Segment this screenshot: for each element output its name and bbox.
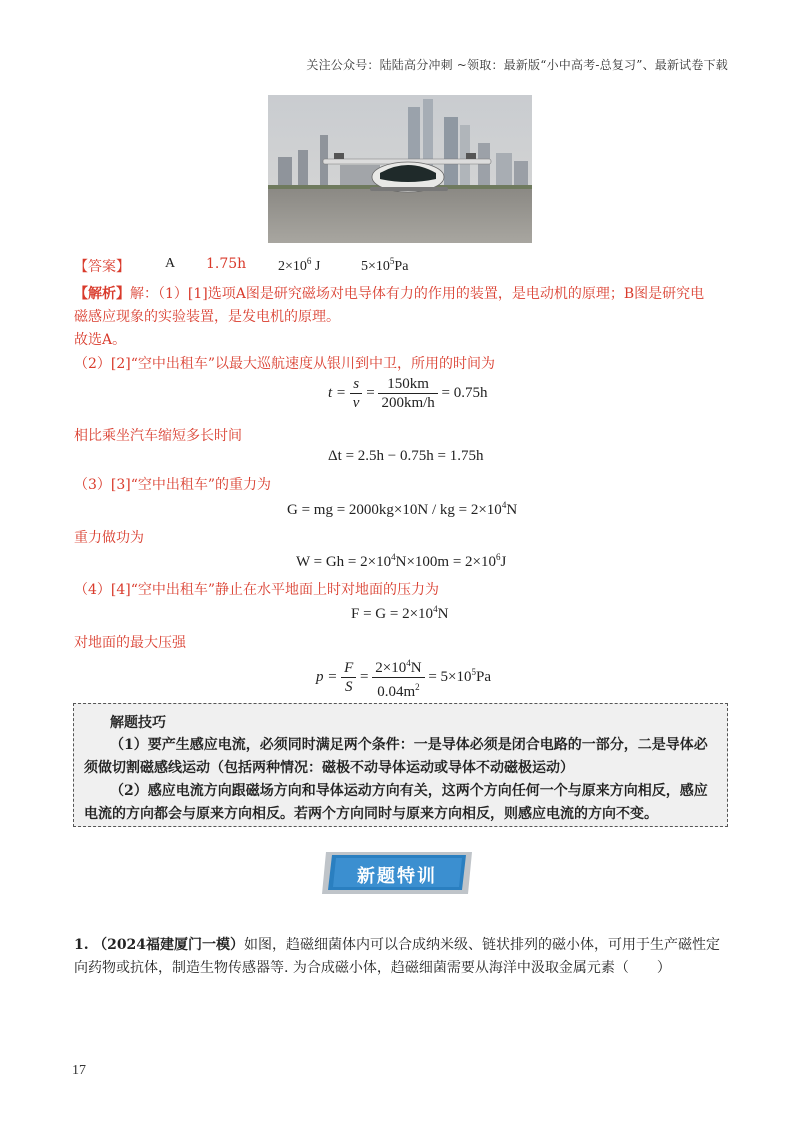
- flying-taxi-photo: [268, 95, 532, 243]
- section-banner: [322, 850, 472, 896]
- analysis-line-7: 重力做功为: [74, 530, 144, 546]
- page-header: 关注公众号：陆陆高分冲刺 ~领取：最新版“小中高考-总复习”、最新试卷下载: [306, 58, 728, 72]
- analysis-line-9: 对地面的最大压强: [74, 635, 186, 651]
- analysis-line-8: （4）[4]“空中出租车”静止在水平地面上时对地面的压力为: [74, 582, 440, 598]
- tips-box: [73, 703, 728, 827]
- answer-2: 1.75h: [206, 256, 247, 272]
- analysis-line-3: 故选A。: [74, 332, 127, 348]
- tips-line-2: 须做切割磁感线运动（包括两种情况：磁极不动导体运动或导体不动磁极运动）: [84, 760, 574, 776]
- tips-title: 解题技巧: [110, 715, 166, 731]
- answer-3: $2\times 10^6$ J: [278, 256, 321, 274]
- tips-line-4: 电流的方向都会与原来方向相反。若两个方向同时与原来方向相反，则感应电流的方向不变。: [84, 806, 658, 822]
- analysis-line-4: （2）[2]“空中出租车”以最大巡航速度从银川到中卫，所用的时间为: [74, 356, 496, 372]
- answer-label: 【答案】: [74, 259, 130, 275]
- analysis-label: 【解析】: [74, 286, 130, 302]
- question-line-1: 1. （2024福建厦门一模）如图，趋磁细菌体内可以合成纳米级、链状排列的磁小体，可用于生产磁性定: [74, 937, 721, 953]
- analysis-line-1: 【解析】解：（1）[1]选项A图是研究磁场对电导体有力的作用的装置，是电动机的原理；B图是研究电: [74, 286, 705, 302]
- question-number: 1.: [74, 937, 89, 953]
- tips-line-3: （2）感应电流方向跟磁场方向和导体运动方向有关，这两个方向任何一个与原来方向相反，感应: [110, 783, 708, 799]
- formula-time: t = $\frac{s}{v}$ = $\frac{150km}{200km/h}$ = 0.75h: [328, 376, 488, 411]
- page-number: 17: [72, 1063, 86, 1078]
- tips-line-1: （1）要产生感应电流，必须同时满足两个条件：一是导体必须是闭合电路的一部分，二是导体必: [110, 737, 708, 753]
- formula-force: $F = G = 2\times 10^4N$: [351, 604, 449, 622]
- analysis-line-2: 磁感应现象的实验装置，是发电机的原理。: [74, 309, 340, 325]
- answer-4: $5\times 10^5Pa$: [361, 256, 409, 274]
- formula-delta-t: Δt = 2.5h − 0.75h = 1.75h: [328, 448, 484, 464]
- answer-1: A: [165, 256, 176, 271]
- question-source: （2024福建厦门一模）: [93, 937, 245, 953]
- formula-work: $W = Gh = 2\times 10^4N\times 100m = 2\times 10^6J$: [296, 552, 507, 570]
- banner-text: 新题特训: [357, 866, 437, 887]
- formula-gravity: G = mg = 2000kg×10N / kg = $2\times 10^4N$: [287, 500, 518, 518]
- formula-pressure: p = $\frac{F}{S}$ = $\frac{2\times 10^4N}{0.04m^2}$ = $5\times 10^5Pa$: [316, 655, 491, 700]
- analysis-line-5: 相比乘坐汽车缩短多长时间: [74, 428, 242, 444]
- flying-taxi-illustration: [268, 95, 532, 243]
- analysis-line-6: （3）[3]“空中出租车”的重力为: [74, 477, 272, 493]
- question-line-2: 向药物或抗体，制造生物传感器等. 为合成磁小体，趋磁细菌需要从海洋中汲取金属元素（ ）: [74, 960, 671, 976]
